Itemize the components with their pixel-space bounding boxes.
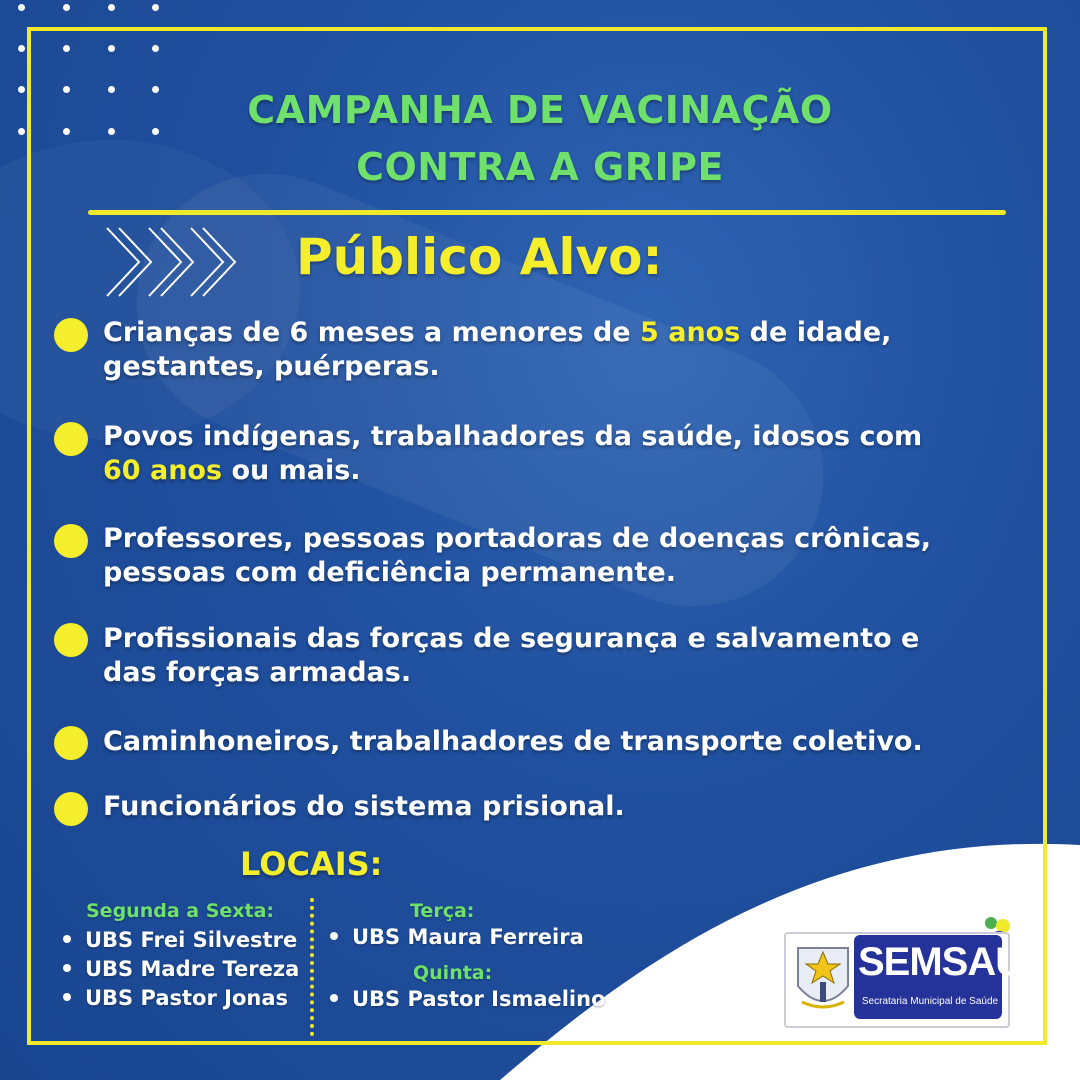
bullet-icon [54, 524, 88, 558]
bullet-icon [54, 422, 88, 456]
item-text: Crianças de 6 meses a menores de [103, 317, 641, 348]
bullet-icon [54, 318, 88, 352]
item-text: Povos indígenas, trabalhadores da saúde, idosos com [103, 421, 923, 452]
title-line-1: CAMPANHA DE VACINAÇÃO [247, 88, 833, 132]
title-divider [88, 210, 1006, 215]
item-text: gestantes, puérperas. [103, 351, 440, 382]
logo-subtitle: Secrataria Municipal de Saúde [861, 996, 999, 1007]
item-text: das forças armadas. [103, 657, 412, 688]
locations-heading: LOCAIS: [240, 845, 383, 883]
thursday-label: Quinta: [413, 962, 493, 984]
item-highlight: 5 anos [640, 317, 741, 348]
location-item: UBS Madre Tereza [63, 957, 299, 981]
logo-name: SEMSAU [858, 940, 1024, 984]
bullet-icon [54, 623, 88, 657]
weekdays-label: Segunda a Sexta: [86, 900, 275, 922]
location-item: UBS Pastor Ismaelino [330, 987, 606, 1011]
location-item: UBS Maura Ferreira [330, 925, 584, 949]
title-line-2: CONTRA A GRIPE [356, 145, 724, 189]
bullet-icon [54, 792, 88, 826]
item-text: Profissionais das forças de segurança e salvamento e [103, 623, 920, 654]
item-highlight: 60 anos [103, 455, 223, 486]
location-item: UBS Frei Silvestre [63, 928, 297, 952]
item-text: de idade, [740, 317, 892, 348]
item-text: pessoas com deficiência permanente. [103, 557, 676, 588]
tuesday-label: Terça: [410, 900, 475, 922]
location-divider [310, 898, 314, 1036]
semsau-logo [784, 932, 1024, 1024]
item-text: Professores, pessoas portadoras de doenças crônicas, [103, 523, 932, 554]
item-text: Caminhoneiros, trabalhadores de transporte coletivo. [103, 726, 923, 757]
target-audience-heading: Público Alvo: [296, 228, 663, 286]
municipal-emblem-icon [790, 938, 856, 1016]
bullet-icon [54, 726, 88, 760]
item-text: ou mais. [222, 455, 361, 486]
item-text: Funcionários do sistema prisional. [103, 791, 625, 822]
location-item: UBS Pastor Jonas [63, 986, 288, 1010]
chevrons-icon [105, 226, 245, 298]
